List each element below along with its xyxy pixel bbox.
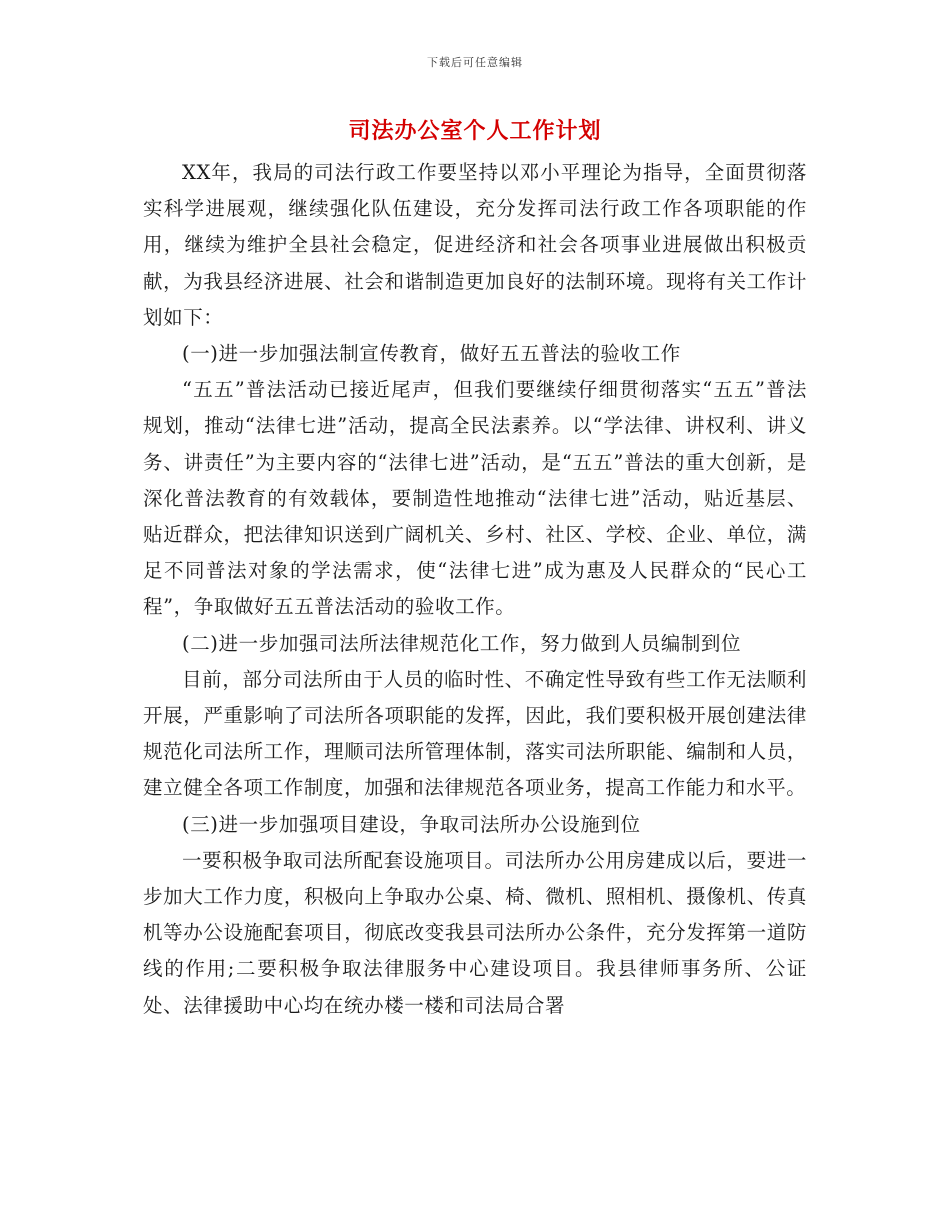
paragraph-section-3: 一要积极争取司法所配套设施项目。司法所办公用房建成以后，要进一步加大工作力度，积极向上争取办公桌、椅、微机、照相机、摄像机、传真机等办公设施配套项目，彻底改变我县司法所办公条件，充分发挥第一道防线的作用;二要积极争取法律服务中心建设项目。我县律师事务所、公证处、法律援助中心均在统办楼一楼和司法局合署 [143,848,807,1017]
document-body [143,155,807,1024]
paragraph-section-1: “五五”普法活动已接近尾声，但我们要继续仔细贯彻落实“五五”普法规划，推动“法律七进”活动，提高全民法素养。以“学法律、讲权利、讲义务、讲责任”为主要内容的“法律七进”活动，是“五五”普法的重大创新，是深化普法教育的有效载体，要制造性地推动“法律七进”活动，贴近基层、贴近群众，把法律知识送到广阔机关、乡村、社区、学校、企业、单位，满足不同普法对象的学法需求，使“法律七进”成为惠及人民群众的“民心工程”，争取做好五五普法活动的验收工作。 [143,378,807,619]
paragraph-section-2: 目前，部分司法所由于人员的临时性、不确定性导致有些工作无法顺利开展，严重影响了司法所各项职能的发挥，因此，我们要积极开展创建法律规范化司法所工作，理顺司法所管理体制，落实司法所职能、编制和人员，建立健全各项工作制度，加强和法律规范各项业务，提高工作能力和水平。 [143,667,807,800]
paragraph-intro: XX年，我局的司法行政工作要坚持以邓小平理论为指导，全面贯彻落实科学进展观，继续强化队伍建设，充分发挥司法行政工作各项职能的作用，继续为维护全县社会稳定，促进经济和社会各项事业进展做出积极贡献，为我县经济进展、社会和谐制造更加良好的法制环境。现将有关工作计划如下： [143,161,807,329]
section-heading-2: (二)进一步加强司法所法律规范化工作，努力做到人员编制到位 [182,631,742,655]
document-title: 司法办公室个人工作计划 [348,119,602,144]
section-heading-3: (三)进一步加强项目建设，争取司法所办公设施到位 [182,812,641,836]
section-heading-1: (一)进一步加强法制宣传教育，做好五五普法的验收工作 [182,342,681,366]
header-note: 下载后可任意编辑 [427,56,523,69]
